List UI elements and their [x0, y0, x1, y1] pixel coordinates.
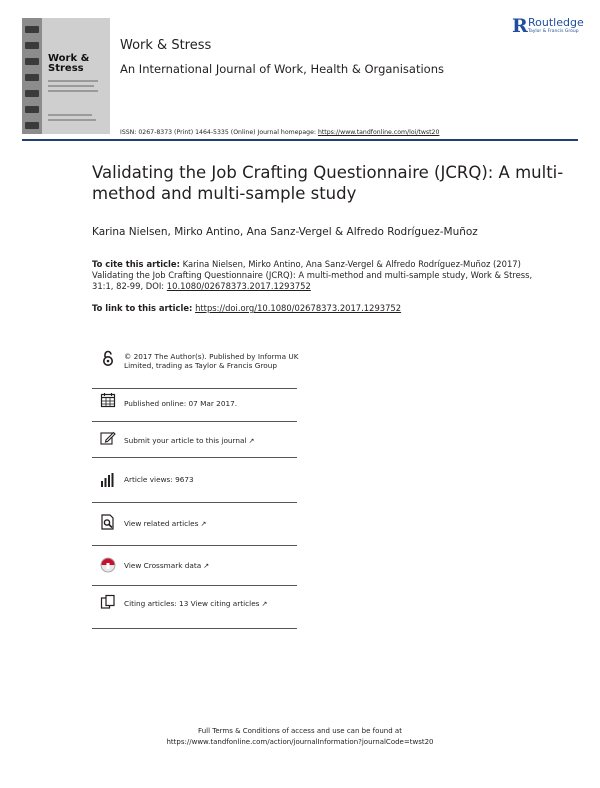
publisher-tagline: Taylor & Francis Group	[528, 29, 579, 34]
citation-label: To cite this article:	[92, 259, 180, 269]
citing-articles-icon	[100, 594, 116, 610]
open-access-text: © 2017 The Author(s). Published by Informa UK Limited, trading as Taylor & Francis Group	[124, 352, 299, 370]
article-authors: Karina Nielsen, Mirko Antino, Ana Sanz-Vergel & Alfredo Rodríguez-Muñoz	[92, 226, 478, 238]
publisher-name: Routledge	[528, 16, 584, 29]
open-access-item	[92, 345, 297, 389]
submit-article-item[interactable]	[92, 422, 297, 458]
issn-line	[120, 129, 439, 136]
related-articles-item[interactable]	[92, 503, 297, 546]
article-views-item	[92, 458, 297, 503]
magnifier-icon	[100, 514, 116, 530]
journal-name: Work & Stress	[120, 38, 212, 53]
journal-subtitle: An International Journal of Work, Health & Organisations	[120, 62, 444, 76]
footer-url-link[interactable]: https://www.tandfonline.com/action/journalInformation?journalCode=twst20	[166, 738, 434, 746]
external-link-icon: ↗	[261, 600, 268, 608]
article-views-text: Article views: 9673	[124, 475, 194, 484]
published-date-item	[92, 389, 297, 422]
open-access-lock-icon	[100, 350, 116, 366]
external-link-icon: ↗	[200, 520, 207, 528]
journal-homepage-link[interactable]: https://www.tandfonline.com/loi/twst20	[317, 129, 440, 136]
external-link-icon: ↗	[248, 437, 255, 445]
journal-cover-image	[22, 18, 110, 134]
citation-text: Karina Nielsen, Mirko Antino, Ana Sanz-Vergel & Alfredo Rodríguez-Muñoz (2017) Validating the Job Crafting Questionnaire (JCRQ): A multi-method and multi-sample study, Work & Stress, 31:1, 82-99, DOI:	[92, 259, 533, 291]
issn-text: ISSN: 0267-8373 (Print) 1464-5335 (Online) Journal homepage:	[120, 129, 318, 136]
article-doi-link[interactable]: https://doi.org/10.1080/02678373.2017.1293752	[195, 303, 402, 313]
publisher-logo	[512, 17, 584, 37]
external-link-icon: ↗	[203, 562, 210, 570]
pencil-icon	[100, 430, 116, 446]
cover-title-line2: Stress	[48, 63, 84, 74]
citation-doi-link[interactable]: 10.1080/02678373.2017.1293752	[166, 281, 311, 291]
published-date-text: Published online: 07 Mar 2017.	[124, 399, 238, 408]
citation-block	[92, 259, 552, 292]
cover-title	[48, 54, 89, 74]
footer-line1: Full Terms & Conditions of access and use can be found at	[198, 727, 402, 735]
crossmark-item[interactable]	[92, 546, 297, 586]
submit-article-link[interactable]: Submit your article to this journal ↗	[124, 436, 255, 445]
related-articles-link[interactable]: View related articles ↗	[124, 519, 207, 528]
cover-image-strip	[22, 18, 42, 134]
crossmark-link[interactable]: View Crossmark data ↗	[124, 561, 210, 570]
article-link-row	[92, 303, 401, 313]
header-divider	[22, 139, 578, 141]
article-title: Validating the Job Crafting Questionnaire (JCRQ): A multi-method and multi-sample study	[92, 163, 564, 203]
crossmark-icon	[100, 557, 116, 573]
link-label: To link to this article:	[92, 303, 193, 313]
citing-articles-item[interactable]	[92, 586, 297, 629]
routledge-logo-icon: R	[512, 15, 528, 37]
bar-chart-icon	[100, 472, 116, 488]
calendar-icon	[100, 392, 116, 408]
cover-title-line1: Work &	[48, 53, 90, 64]
citing-articles-link[interactable]: Citing articles: 13 View citing articles ↗	[124, 599, 268, 608]
